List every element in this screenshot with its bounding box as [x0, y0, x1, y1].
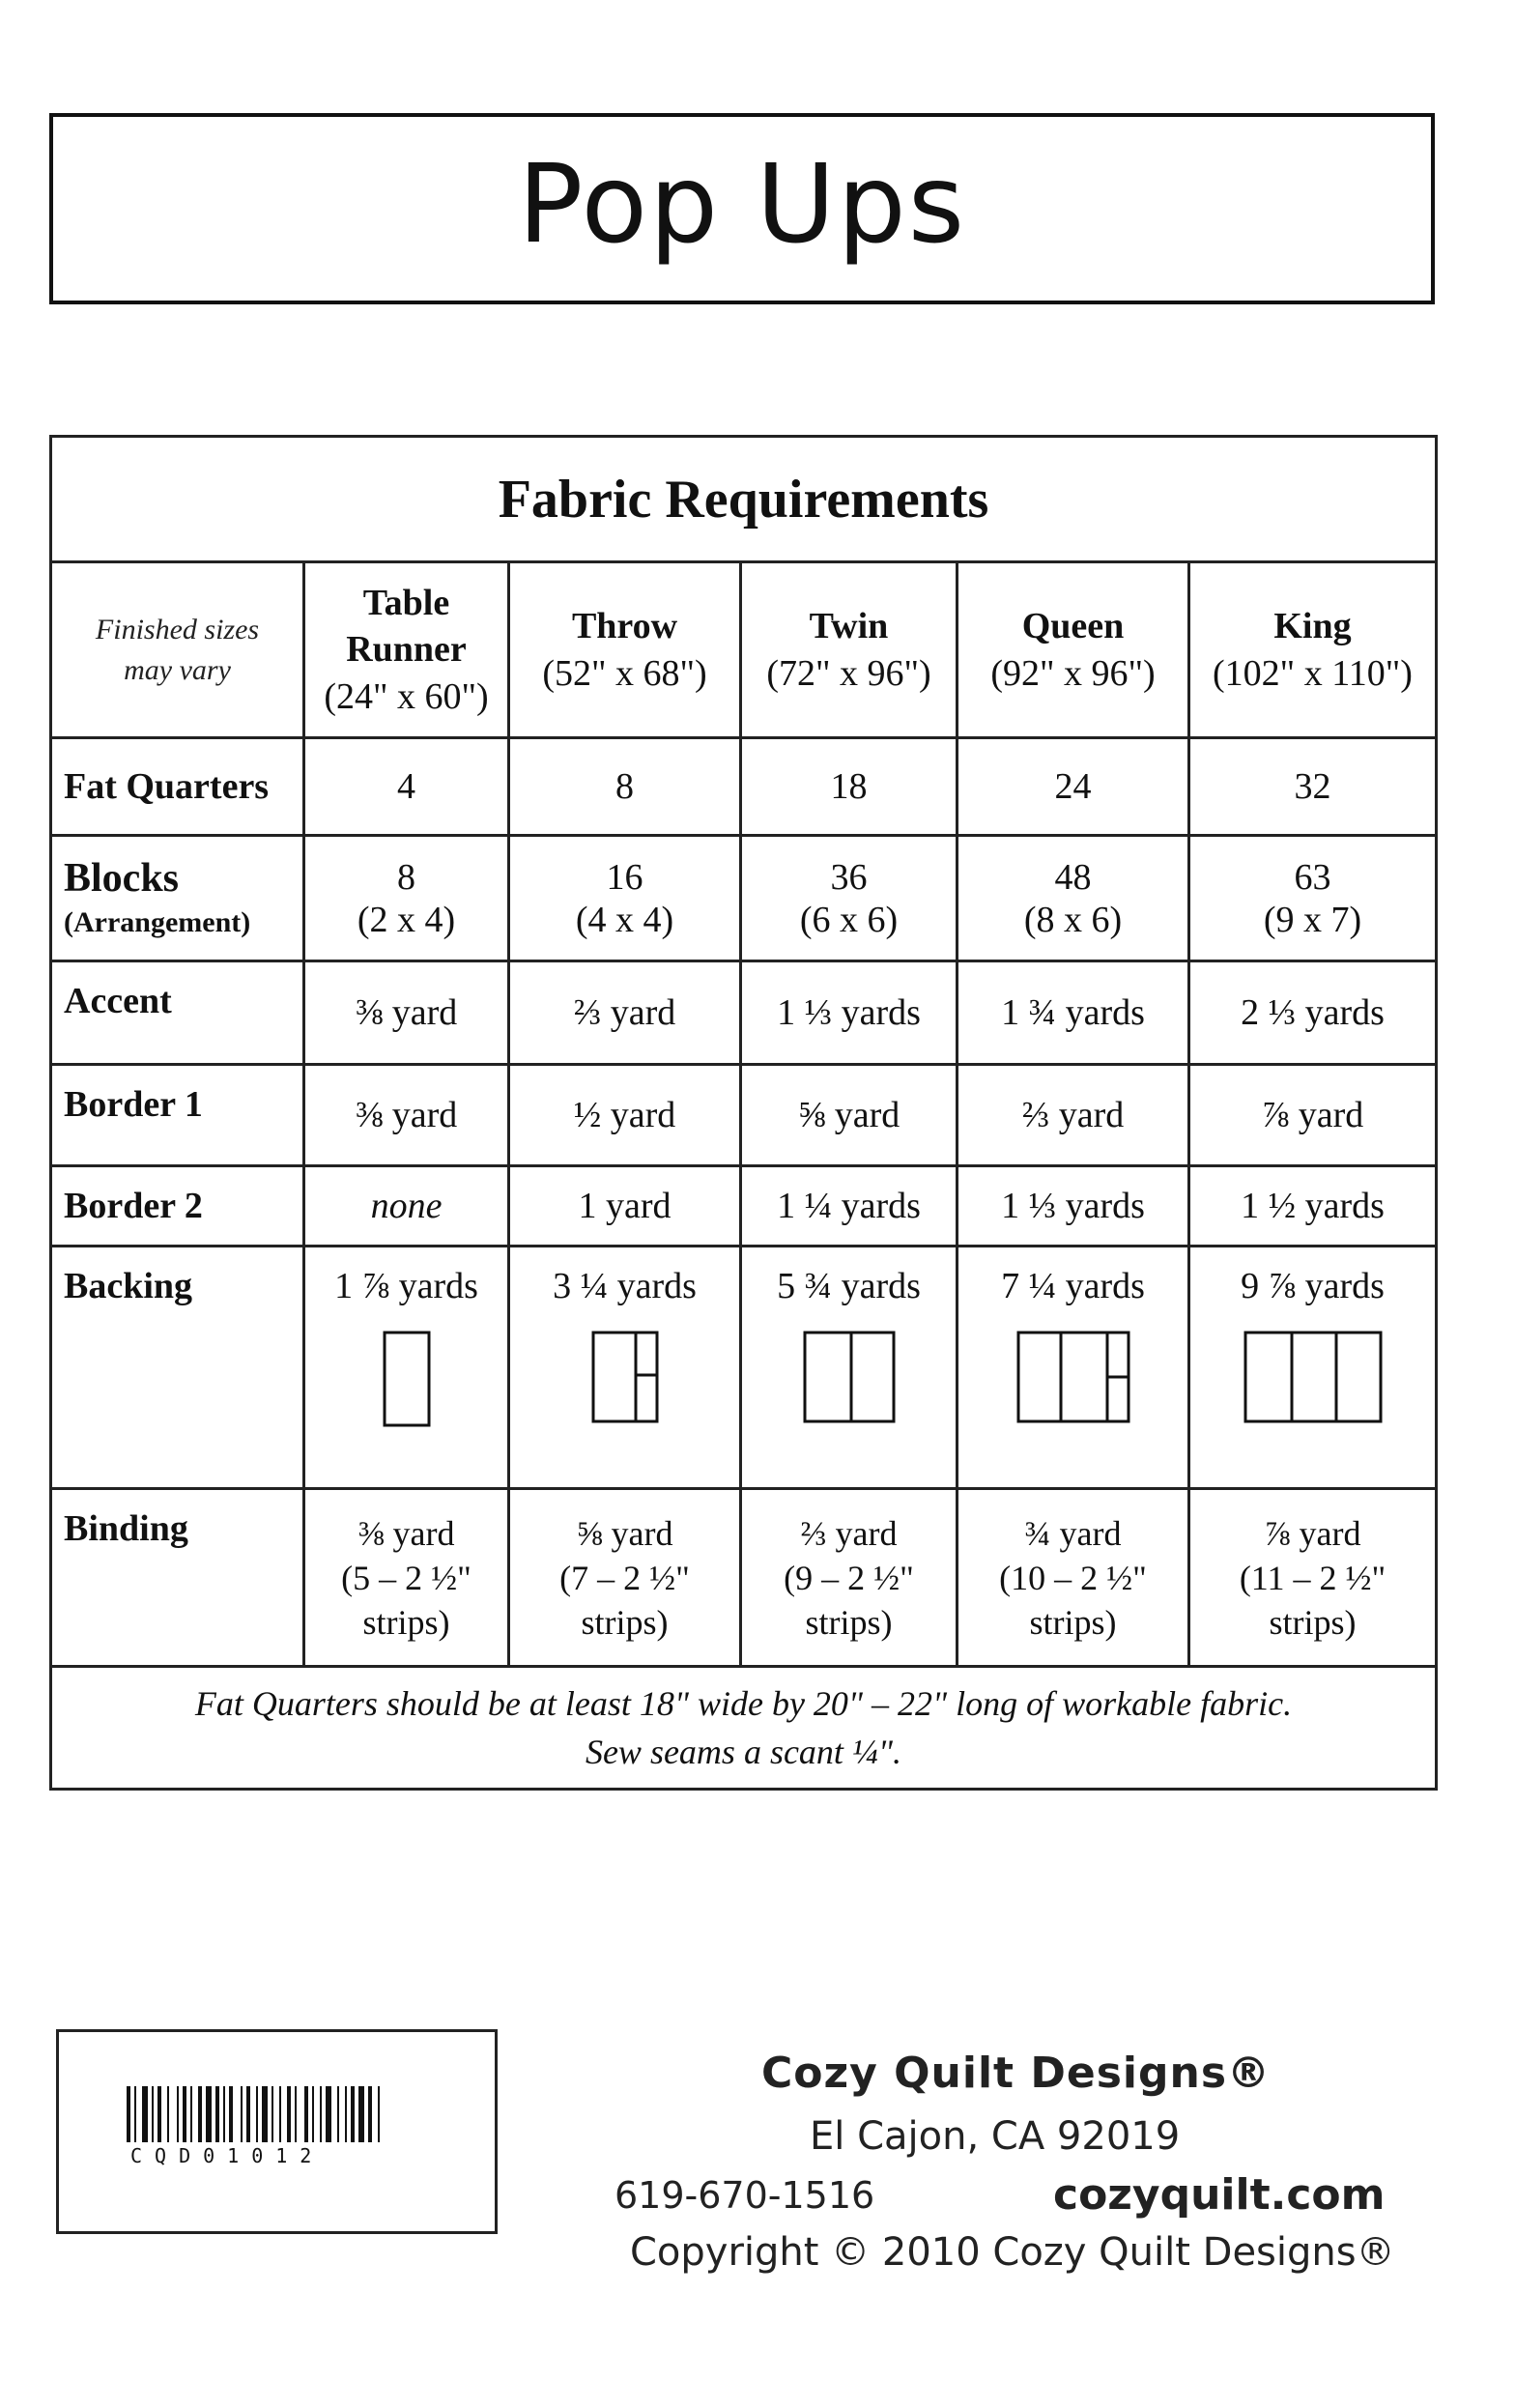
cell-value: ⅜ yard — [304, 1065, 509, 1166]
cell-value: 4 — [304, 738, 509, 836]
col-name: King — [1273, 605, 1352, 646]
cell — [304, 1489, 509, 1667]
cell-value: 1 ⅓ yards — [958, 1166, 1189, 1247]
footer-note-line: Sew seams a scant ¼". — [585, 1733, 902, 1771]
col-header-king — [1189, 562, 1437, 738]
binding-yardage: ⅜ yard — [357, 1513, 455, 1553]
cell — [958, 1489, 1189, 1667]
binding-row — [51, 1489, 1437, 1667]
border2-row — [51, 1166, 1437, 1247]
binding-strips: (7 – 2 ½" — [559, 1558, 690, 1597]
table-title: Fabric Requirements — [51, 437, 1437, 562]
binding-yardage: ¾ yard — [1024, 1513, 1122, 1553]
binding-yardage: ⅝ yard — [576, 1513, 673, 1553]
cell-value: ½ yard — [509, 1065, 741, 1166]
footer-note-line: Fat Quarters should be at least 18" wide by 20" – 22" long of workable fabric. — [194, 1684, 1293, 1723]
company-website[interactable]: cozyquilt.com — [1053, 2170, 1386, 2220]
block-count: 63 — [1294, 856, 1331, 898]
barcode-icon — [127, 2086, 494, 2144]
cell — [741, 1489, 958, 1667]
cell — [1189, 836, 1437, 961]
cell-value: 7 ¼ yards — [1001, 1266, 1145, 1306]
row-label: Border 1 — [51, 1065, 304, 1166]
binding-strips: (10 – 2 ½" — [999, 1558, 1147, 1597]
cell-value: ⅞ yard — [1189, 1065, 1437, 1166]
block-arrangement: (4 x 4) — [575, 899, 674, 940]
binding-yardage: ⅔ yard — [800, 1513, 898, 1553]
row-label: Fat Quarters — [51, 738, 304, 836]
binding-strips: (5 – 2 ½" — [341, 1558, 472, 1597]
binding-strips: (11 – 2 ½" — [1239, 1558, 1386, 1597]
cell-value: 1 ¼ yards — [741, 1166, 958, 1247]
col-size: (52" x 68") — [542, 652, 707, 694]
col-header-twin — [741, 562, 958, 738]
binding-yardage: ⅞ yard — [1264, 1513, 1361, 1553]
sizes-row — [51, 562, 1437, 738]
footer-note-cell — [51, 1667, 1437, 1790]
cell — [509, 1247, 741, 1489]
col-name: Queen — [1021, 605, 1125, 646]
title-box — [49, 113, 1435, 304]
binding-strips: (9 – 2 ½" — [784, 1558, 914, 1597]
cell-value: 1 ¾ yards — [958, 961, 1189, 1065]
cell — [509, 836, 741, 961]
cell — [1189, 1247, 1437, 1489]
col-size: (72" x 96") — [766, 652, 931, 694]
col-size: (102" x 110") — [1213, 652, 1413, 694]
fabric-requirements-table — [49, 435, 1438, 1791]
cell — [958, 836, 1189, 961]
block-arrangement: (9 x 7) — [1263, 899, 1362, 940]
backing-2-panel-split-icon — [591, 1331, 659, 1423]
backing-3-panel-split-icon — [1016, 1331, 1130, 1423]
page-title: Pop Ups — [517, 142, 967, 268]
col-size: (24" x 60") — [324, 675, 489, 717]
cell-value: 1 yard — [509, 1166, 741, 1247]
cell-value: 9 ⅞ yards — [1241, 1266, 1385, 1306]
row-label: Accent — [51, 961, 304, 1065]
col-name: Table — [362, 582, 450, 623]
binding-strips-word: strips) — [362, 1602, 450, 1642]
block-arrangement: (6 x 6) — [799, 899, 899, 940]
backing-1-panel-icon — [383, 1331, 431, 1427]
row-label: Border 2 — [51, 1166, 304, 1247]
binding-strips-word: strips) — [1029, 1602, 1117, 1642]
backing-row — [51, 1247, 1437, 1489]
cell — [741, 836, 958, 961]
row-label: Backing — [51, 1247, 304, 1489]
cell-value: 2 ⅓ yards — [1189, 961, 1437, 1065]
backing-3-panel-icon — [1243, 1331, 1383, 1423]
cell — [304, 1247, 509, 1489]
block-count: 16 — [606, 856, 643, 898]
company-name: Cozy Quilt Designs® — [761, 2049, 1272, 2098]
binding-strips-word: strips) — [581, 1602, 669, 1642]
footer-note-row — [51, 1667, 1437, 1790]
cell-value: 32 — [1189, 738, 1437, 836]
fat-quarters-row — [51, 738, 1437, 836]
cell-value: 5 ¾ yards — [777, 1266, 921, 1306]
accent-row — [51, 961, 1437, 1065]
col-header-table-runner — [304, 562, 509, 738]
blocks-row — [51, 836, 1437, 961]
col-size: (92" x 96") — [990, 652, 1156, 694]
cell — [304, 836, 509, 961]
col-header-queen — [958, 562, 1189, 738]
size-note-cell — [51, 562, 304, 738]
cell — [741, 1247, 958, 1489]
backing-2-panel-icon — [803, 1331, 896, 1423]
copyright-line: Copyright © 2010 Cozy Quilt Designs® — [630, 2230, 1395, 2275]
cell — [958, 1247, 1189, 1489]
border1-row — [51, 1065, 1437, 1166]
block-count: 8 — [397, 856, 415, 898]
cell-value: 1 ½ yards — [1189, 1166, 1437, 1247]
row-label: Blocks — [64, 855, 180, 901]
cell-value: 24 — [958, 738, 1189, 836]
binding-strips-word: strips) — [1269, 1602, 1357, 1642]
cell-value: 8 — [509, 738, 741, 836]
binding-strips-word: strips) — [805, 1602, 893, 1642]
block-arrangement: (8 x 6) — [1023, 899, 1123, 940]
size-note-line: may vary — [124, 653, 231, 686]
cell — [509, 1489, 741, 1667]
cell — [1189, 1489, 1437, 1667]
col-name: Twin — [809, 605, 889, 646]
row-sublabel: (Arrangement) — [64, 905, 251, 938]
col-name: Runner — [346, 628, 467, 670]
company-address: El Cajon, CA 92019 — [810, 2114, 1181, 2159]
col-name: Throw — [571, 605, 678, 646]
row-label-cell — [51, 836, 304, 961]
cell-value: 3 ¼ yards — [553, 1266, 697, 1306]
block-arrangement: (2 x 4) — [357, 899, 456, 940]
barcode-box — [56, 2029, 498, 2234]
cell-value: 18 — [741, 738, 958, 836]
col-header-throw — [509, 562, 741, 738]
row-label: Binding — [51, 1489, 304, 1667]
cell-value: ⅔ yard — [958, 1065, 1189, 1166]
cell-value: none — [304, 1166, 509, 1247]
cell-value: ⅔ yard — [509, 961, 741, 1065]
cell-value: ⅜ yard — [304, 961, 509, 1065]
size-note-line: Finished sizes — [95, 613, 260, 645]
company-phone: 619-670-1516 — [615, 2174, 875, 2217]
block-count: 36 — [830, 856, 868, 898]
block-count: 48 — [1054, 856, 1092, 898]
cell-value: ⅝ yard — [741, 1065, 958, 1166]
cell-value: 1 ⅓ yards — [741, 961, 958, 1065]
cell-value: 1 ⅞ yards — [334, 1266, 478, 1306]
barcode-text: CQD01012 — [130, 2144, 325, 2167]
